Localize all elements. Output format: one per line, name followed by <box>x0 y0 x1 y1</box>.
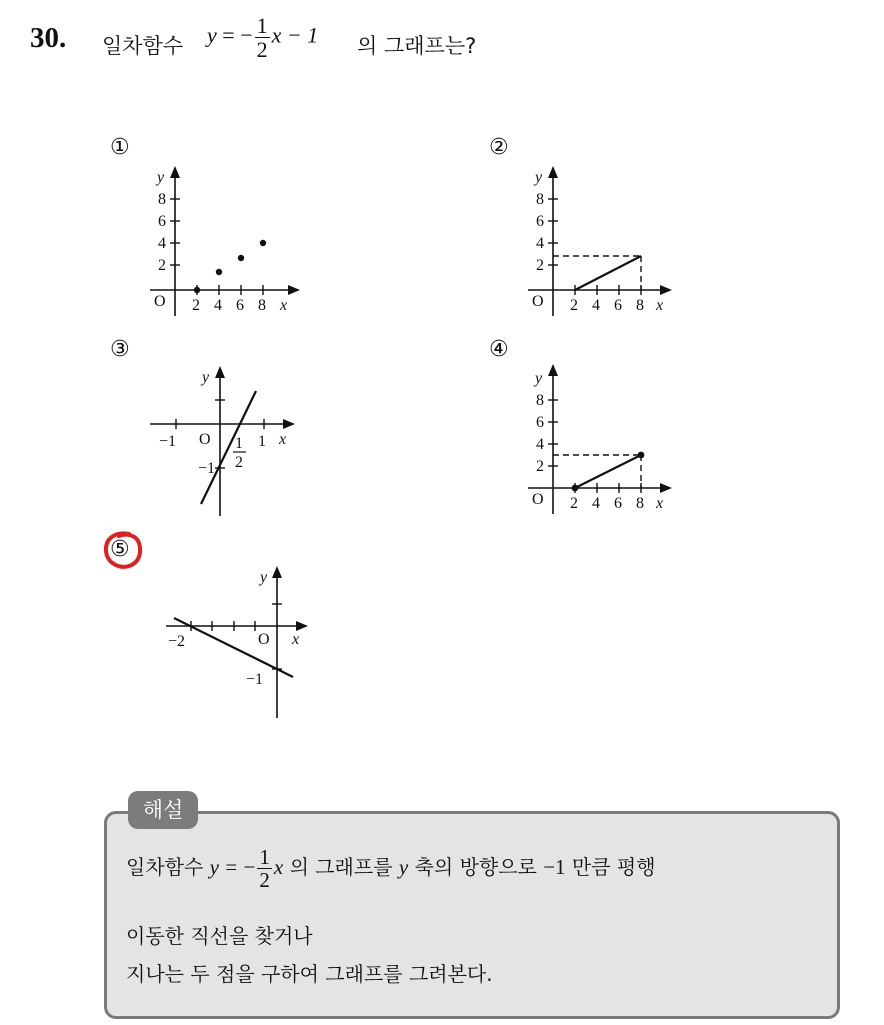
option-3-label[interactable]: ③ <box>110 337 130 362</box>
option-4-label[interactable]: ④ <box>489 337 509 362</box>
question-tail: 의 그래프는? <box>357 34 477 58</box>
g1-x-label: x <box>280 297 288 314</box>
sol-l1-c: 축의 방향으로 <box>414 855 537 880</box>
question-equation <box>207 14 318 61</box>
g2-y-label: y <box>535 169 543 186</box>
g1-xtick-4: 4 <box>214 297 222 314</box>
g2-ytick-8: 8 <box>536 191 544 208</box>
sol-frac-num: 1 <box>259 845 270 869</box>
graph-option-2 <box>518 160 688 320</box>
g3-y-label: y <box>202 369 210 386</box>
sol-l1-a: 일차함수 <box>126 855 204 880</box>
sol-frac-den: 2 <box>259 868 270 893</box>
sol-l1-eq: = <box>225 855 238 880</box>
graph-option-5 <box>160 562 330 722</box>
g1-ytick-6: 6 <box>158 213 166 230</box>
frac-numerator: 1 <box>256 13 268 38</box>
solution-box <box>104 811 840 1019</box>
sol-l1-d: 만큼 평행 <box>571 855 656 880</box>
g1-point-8-3 <box>260 240 266 246</box>
solution-line-2: 이동한 직선을 찾거나 <box>126 924 313 948</box>
graph-option-1 <box>140 160 310 320</box>
g5-ytick-neg1: −1 <box>246 671 264 688</box>
g5-x-label: x <box>292 631 300 648</box>
g2-xtick-6: 6 <box>614 297 622 314</box>
g1-xtick-2: 2 <box>192 297 200 314</box>
sol-l1-neg: − <box>243 855 256 880</box>
g5-origin: O <box>258 631 270 648</box>
g3-xtick-neg1: −1 <box>159 433 177 450</box>
g4-xtick-6: 6 <box>614 495 622 512</box>
eq-rest: x − 1 <box>271 22 319 48</box>
graph-option-4 <box>518 358 688 518</box>
g4-xtick-8: 8 <box>636 495 644 512</box>
g1-y-label: y <box>157 169 165 186</box>
g2-origin: O <box>532 293 544 310</box>
g3-origin: O <box>199 431 211 448</box>
option-5-label[interactable]: ⑤ <box>110 537 130 562</box>
g1-ytick-2: 2 <box>158 257 166 274</box>
g4-ytick-4: 4 <box>536 436 544 453</box>
g4-y-label: y <box>535 370 543 387</box>
g4-segment <box>575 455 641 488</box>
g4-ytick-2: 2 <box>536 458 544 475</box>
answer-circle-mark <box>101 529 145 571</box>
frac-denominator: 2 <box>256 37 268 63</box>
g3-xtick-1: 1 <box>258 433 266 450</box>
g5-y-label: y <box>260 569 268 586</box>
g2-x-label: x <box>656 297 664 314</box>
g2-ytick-2: 2 <box>536 257 544 274</box>
sol-l1-x: x <box>273 855 284 880</box>
g2-xtick-2: 2 <box>570 297 578 314</box>
sol-l1-val: −1 <box>543 855 566 880</box>
g4-ytick-6: 6 <box>536 414 544 431</box>
eq-fraction <box>255 14 270 61</box>
solution-line-1 <box>126 846 656 891</box>
sol-fraction <box>257 846 272 891</box>
eq-neg: − <box>240 22 253 48</box>
g2-segment <box>575 256 641 290</box>
sol-l1-y: y <box>209 855 219 880</box>
g1-ytick-4: 4 <box>158 235 166 252</box>
g1-xtick-8: 8 <box>258 297 266 314</box>
g2-xtick-4: 4 <box>592 297 600 314</box>
g4-endpoint-2-0 <box>572 485 579 492</box>
g2-ytick-4: 4 <box>536 235 544 252</box>
g5-xtick-neg2: −2 <box>168 633 186 650</box>
g1-point-6-2 <box>238 255 244 261</box>
sol-l1-y-axis: y <box>398 855 409 880</box>
g4-x-label: x <box>656 495 664 512</box>
option-2-label[interactable]: ② <box>489 135 509 160</box>
question-stem: 일차함수 <box>102 34 184 58</box>
graph-option-3 <box>145 360 305 520</box>
eq-sign: = <box>222 22 235 48</box>
g2-ytick-6: 6 <box>536 213 544 230</box>
g3-half-den: 2 <box>235 454 243 471</box>
question-number: 30. <box>30 22 67 54</box>
option-1-label[interactable]: ① <box>110 135 130 160</box>
g1-ytick-8: 8 <box>158 191 166 208</box>
g4-endpoint-8-3 <box>638 452 645 459</box>
sol-l1-b: 의 그래프를 <box>289 855 393 880</box>
solution-line-3: 지나는 두 점을 구하여 그래프를 그려본다. <box>126 962 493 986</box>
g3-x-label: x <box>279 431 287 448</box>
g1-xtick-6: 6 <box>236 297 244 314</box>
solution-tag: 해설 <box>128 791 198 829</box>
g4-origin: O <box>532 491 544 508</box>
g1-point-2-0 <box>194 287 200 293</box>
g1-origin: O <box>154 293 166 310</box>
g4-xtick-4: 4 <box>592 495 600 512</box>
g4-ytick-8: 8 <box>536 392 544 409</box>
g3-half-num: 1 <box>235 435 243 452</box>
g3-ytick-neg1: −1 <box>198 460 216 477</box>
g2-xtick-8: 8 <box>636 297 644 314</box>
g4-xtick-2: 2 <box>570 495 578 512</box>
eq-y: y <box>207 22 217 48</box>
g1-point-4-1 <box>216 269 222 275</box>
